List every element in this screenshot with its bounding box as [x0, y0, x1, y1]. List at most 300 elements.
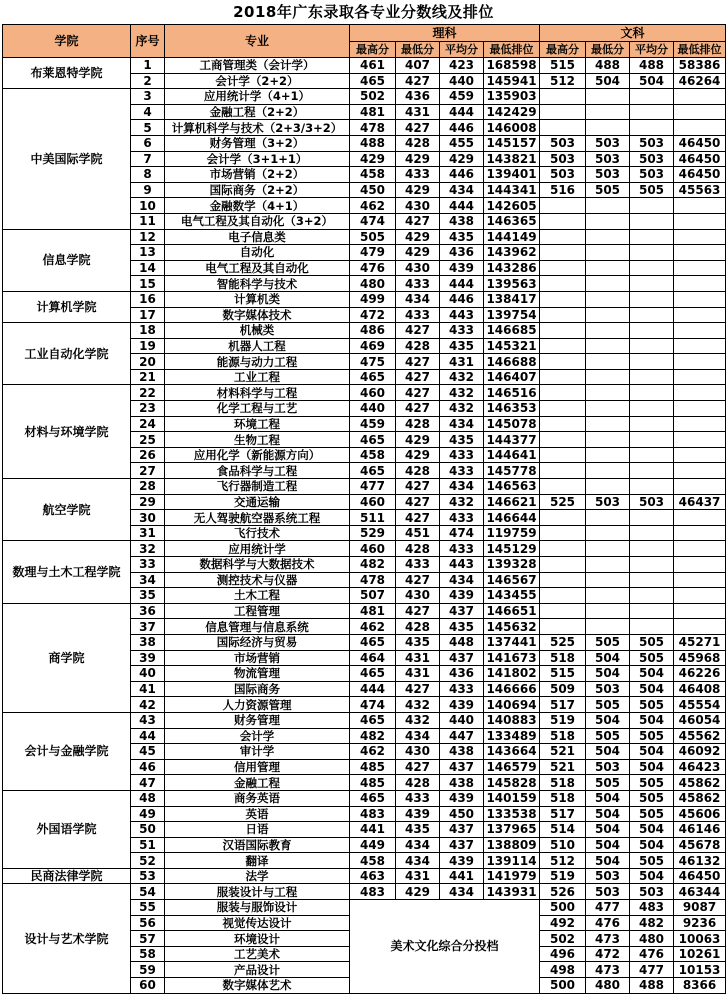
art-max-cell: 500: [540, 978, 586, 994]
sci-avg-cell: 433: [440, 447, 484, 463]
college-name: 计算机学院: [3, 291, 131, 322]
art-max-cell: 509: [540, 681, 586, 697]
art-max-cell: [540, 198, 586, 214]
art-max-cell: [540, 338, 586, 354]
art-avg-cell: 505: [630, 806, 674, 822]
seq-cell: 57: [131, 931, 165, 947]
sci-min-cell: 428: [396, 463, 440, 479]
art-min-cell: 504: [586, 650, 630, 666]
sci-max-cell: 481: [350, 603, 396, 619]
major-cell: 应用化学（新能源方向）: [165, 447, 350, 463]
art-min-cell: 504: [586, 666, 630, 682]
art-min-cell: 505: [586, 697, 630, 713]
sci-rank-cell: 143664: [484, 744, 540, 760]
sci-avg-cell: 446: [440, 167, 484, 183]
major-cell: 金融工程: [165, 775, 350, 791]
art-avg-cell: [630, 401, 674, 417]
sci-avg-cell: 437: [440, 650, 484, 666]
major-cell: 市场营销: [165, 650, 350, 666]
art-avg-cell: [630, 229, 674, 245]
sci-rank-cell: 143286: [484, 260, 540, 276]
art-max-cell: [540, 557, 586, 573]
sci-min-cell: 430: [396, 744, 440, 760]
major-cell: 飞行技术: [165, 525, 350, 541]
sci-max-cell: 481: [350, 104, 396, 120]
art-avg-cell: [630, 291, 674, 307]
table-body: [3, 58, 726, 994]
seq-cell: 2: [131, 73, 165, 89]
sci-rank-cell: 146579: [484, 759, 540, 775]
art-rank-cell: [674, 104, 726, 120]
major-cell: 汉语国际教育: [165, 837, 350, 853]
sci-rank-cell: 143821: [484, 151, 540, 167]
sci-avg-cell: 423: [440, 58, 484, 74]
art-rank-cell: 45968: [674, 650, 726, 666]
major-cell: 审计学: [165, 744, 350, 760]
art-max-cell: 517: [540, 697, 586, 713]
sci-rank-cell: 146008: [484, 120, 540, 136]
art-min-cell: 503: [586, 681, 630, 697]
college-name: 数理与土木工程学院: [3, 541, 131, 603]
college-name: 会计与金融学院: [3, 712, 131, 790]
sci-rank-cell: 145157: [484, 135, 540, 151]
header-college: 学院: [3, 25, 131, 58]
art-min-cell: [586, 447, 630, 463]
art-max-cell: 517: [540, 806, 586, 822]
art-rank-cell: [674, 307, 726, 323]
sci-min-cell: 407: [396, 58, 440, 74]
header-major: 专业: [165, 25, 350, 58]
art-max-cell: [540, 213, 586, 229]
sci-rank-cell: 145321: [484, 338, 540, 354]
sci-rank-cell: 144641: [484, 447, 540, 463]
table-row: [3, 884, 726, 900]
table-row: [3, 291, 726, 307]
seq-cell: 50: [131, 822, 165, 838]
seq-cell: 15: [131, 276, 165, 292]
art-max-cell: [540, 572, 586, 588]
art-avg-cell: [630, 572, 674, 588]
sci-avg-cell: 439: [440, 260, 484, 276]
seq-cell: 14: [131, 260, 165, 276]
art-min-cell: 504: [586, 822, 630, 838]
art-rank-cell: 46450: [674, 167, 726, 183]
sci-avg-cell: 450: [440, 806, 484, 822]
header-science: 理科: [350, 25, 540, 42]
art-rank-cell: [674, 525, 726, 541]
sci-max-cell: 461: [350, 58, 396, 74]
art-max-cell: [540, 291, 586, 307]
art-rank-cell: [674, 557, 726, 573]
seq-cell: 47: [131, 775, 165, 791]
art-avg-cell: [630, 198, 674, 214]
seq-cell: 8: [131, 167, 165, 183]
art-rank-cell: 45862: [674, 790, 726, 806]
art-rank-cell: [674, 401, 726, 417]
art-max-cell: [540, 276, 586, 292]
header-seq: 序号: [131, 25, 165, 58]
sci-rank-cell: 141673: [484, 650, 540, 666]
sci-max-cell: 480: [350, 276, 396, 292]
sci-max-cell: 474: [350, 697, 396, 713]
sci-rank-cell: 141979: [484, 868, 540, 884]
major-cell: 数字媒体技术: [165, 307, 350, 323]
art-rank-cell: 45606: [674, 806, 726, 822]
seq-cell: 30: [131, 510, 165, 526]
art-max-cell: [540, 354, 586, 370]
art-avg-cell: 483: [630, 900, 674, 916]
sci-max-cell: 482: [350, 557, 396, 573]
sci-min-cell: 427: [396, 494, 440, 510]
sci-max-cell: 465: [350, 666, 396, 682]
major-cell: 物流管理: [165, 666, 350, 682]
seq-cell: 33: [131, 557, 165, 573]
sci-rank-cell: 168598: [484, 58, 540, 74]
sci-max-cell: 488: [350, 135, 396, 151]
art-avg-cell: [630, 354, 674, 370]
sci-rank-cell: 146688: [484, 354, 540, 370]
art-min-cell: 503: [586, 868, 630, 884]
sci-min-cell: 434: [396, 853, 440, 869]
sci-min-cell: 427: [396, 401, 440, 417]
art-max-cell: [540, 104, 586, 120]
sci-min-cell: 429: [396, 447, 440, 463]
art-avg-cell: [630, 541, 674, 557]
art-max-cell: [540, 120, 586, 136]
sci-rank-cell: 145778: [484, 463, 540, 479]
sci-min-cell: 427: [396, 120, 440, 136]
sci-avg-cell: 446: [440, 291, 484, 307]
sci-rank-cell: 140694: [484, 697, 540, 713]
sci-rank-cell: 139114: [484, 853, 540, 869]
sci-max-cell: 478: [350, 572, 396, 588]
art-max-cell: 503: [540, 135, 586, 151]
art-rank-cell: [674, 463, 726, 479]
art-rank-cell: [674, 479, 726, 495]
major-cell: 计算机科学与技术（2+3/3+2）: [165, 120, 350, 136]
sci-max-cell: 477: [350, 479, 396, 495]
sci-max-cell: 478: [350, 120, 396, 136]
sci-rank-cell: 139563: [484, 276, 540, 292]
table-row: [3, 323, 726, 339]
sci-max-cell: 511: [350, 510, 396, 526]
art-avg-cell: [630, 307, 674, 323]
sci-min-cell: 432: [396, 712, 440, 728]
art-avg-cell: 503: [630, 135, 674, 151]
major-cell: 土木工程: [165, 588, 350, 604]
art-min-cell: [586, 463, 630, 479]
art-min-cell: 504: [586, 837, 630, 853]
sci-max-cell: 469: [350, 338, 396, 354]
table-row: [3, 603, 726, 619]
sci-max-cell: 485: [350, 759, 396, 775]
major-cell: 金融数学（4+1）: [165, 198, 350, 214]
art-avg-cell: 504: [630, 712, 674, 728]
art-rank-cell: [674, 447, 726, 463]
sci-avg-cell: 434: [440, 572, 484, 588]
sci-min-cell: 439: [396, 806, 440, 822]
sci-avg-cell: 438: [440, 775, 484, 791]
art-min-cell: [586, 479, 630, 495]
sci-max-cell: 483: [350, 884, 396, 900]
art-max-cell: [540, 588, 586, 604]
art-max-cell: 519: [540, 712, 586, 728]
major-cell: 电子信息类: [165, 229, 350, 245]
sci-max-cell: 462: [350, 198, 396, 214]
art-avg-cell: 488: [630, 978, 674, 994]
sci-min-cell: 435: [396, 822, 440, 838]
art-rank-cell: [674, 245, 726, 261]
art-avg-cell: 503: [630, 167, 674, 183]
art-rank-cell: 46132: [674, 853, 726, 869]
major-cell: 国际商务: [165, 681, 350, 697]
sci-min-cell: 427: [396, 73, 440, 89]
table-row: [3, 89, 726, 105]
sci-rank-cell: 146644: [484, 510, 540, 526]
art-max-cell: 518: [540, 650, 586, 666]
major-cell: 工艺美术: [165, 946, 350, 962]
art-rank-cell: [674, 276, 726, 292]
art-avg-cell: [630, 120, 674, 136]
art-avg-cell: 505: [630, 634, 674, 650]
sci-avg-cell: 437: [440, 837, 484, 853]
art-avg-cell: 504: [630, 666, 674, 682]
major-cell: 会计学: [165, 728, 350, 744]
art-avg-cell: [630, 479, 674, 495]
sci-min-cell: 429: [396, 182, 440, 198]
art-max-cell: 515: [540, 666, 586, 682]
sci-max-cell: 462: [350, 619, 396, 635]
sci-rank-cell: 144341: [484, 182, 540, 198]
sci-rank-cell: 138417: [484, 291, 540, 307]
art-rank-cell: [674, 619, 726, 635]
college-name: 中美国际学院: [3, 89, 131, 229]
college-name: 民商法律学院: [3, 868, 131, 884]
header-sci-max: 最高分: [350, 42, 396, 58]
art-rank-cell: 46054: [674, 712, 726, 728]
sci-rank-cell: 137441: [484, 634, 540, 650]
art-min-cell: [586, 260, 630, 276]
art-rank-cell: [674, 260, 726, 276]
seq-cell: 22: [131, 385, 165, 401]
art-max-cell: [540, 603, 586, 619]
art-min-cell: 505: [586, 728, 630, 744]
art-avg-cell: [630, 510, 674, 526]
art-rank-cell: [674, 541, 726, 557]
major-cell: 工业工程: [165, 369, 350, 385]
sci-max-cell: 483: [350, 806, 396, 822]
art-max-cell: [540, 619, 586, 635]
art-rank-cell: 45563: [674, 182, 726, 198]
art-rank-cell: 45678: [674, 837, 726, 853]
art-min-cell: [586, 89, 630, 105]
seq-cell: 10: [131, 198, 165, 214]
seq-cell: 16: [131, 291, 165, 307]
major-cell: 数据科学与大数据技术: [165, 557, 350, 573]
art-max-cell: [540, 510, 586, 526]
sci-min-cell: 428: [396, 416, 440, 432]
art-avg-cell: [630, 276, 674, 292]
sci-min-cell: 429: [396, 229, 440, 245]
major-cell: 化学工程与工艺: [165, 401, 350, 417]
art-avg-cell: 504: [630, 759, 674, 775]
header-art-max: 最高分: [540, 42, 586, 58]
art-max-cell: [540, 260, 586, 276]
college-name: 工业自动化学院: [3, 323, 131, 385]
sci-max-cell: 440: [350, 401, 396, 417]
sci-rank-cell: 144149: [484, 229, 540, 245]
art-max-cell: 503: [540, 151, 586, 167]
major-cell: 会计学（3+1+1）: [165, 151, 350, 167]
art-min-cell: 503: [586, 494, 630, 510]
art-max-cell: 512: [540, 73, 586, 89]
seq-cell: 20: [131, 354, 165, 370]
art-avg-cell: 505: [630, 697, 674, 713]
art-min-cell: [586, 541, 630, 557]
header-sci-min: 最低分: [396, 42, 440, 58]
sci-max-cell: 462: [350, 744, 396, 760]
sci-rank-cell: 146407: [484, 369, 540, 385]
sci-avg-cell: 437: [440, 603, 484, 619]
art-rank-cell: [674, 385, 726, 401]
college-name: 商学院: [3, 603, 131, 712]
sci-min-cell: 432: [396, 697, 440, 713]
sci-max-cell: 505: [350, 229, 396, 245]
seq-cell: 53: [131, 868, 165, 884]
sci-rank-cell: 145078: [484, 416, 540, 432]
sci-avg-cell: 432: [440, 369, 484, 385]
art-max-cell: 514: [540, 822, 586, 838]
sci-min-cell: 428: [396, 541, 440, 557]
art-max-cell: [540, 369, 586, 385]
major-cell: 信息管理与信息系统: [165, 619, 350, 635]
sci-min-cell: 427: [396, 385, 440, 401]
sci-avg-cell: 439: [440, 588, 484, 604]
sci-min-cell: 427: [396, 479, 440, 495]
sci-avg-cell: 433: [440, 541, 484, 557]
seq-cell: 49: [131, 806, 165, 822]
art-min-cell: [586, 401, 630, 417]
art-min-cell: [586, 572, 630, 588]
seq-cell: 11: [131, 213, 165, 229]
sci-max-cell: 486: [350, 323, 396, 339]
sci-min-cell: 427: [396, 759, 440, 775]
sci-avg-cell: 440: [440, 712, 484, 728]
sci-rank-cell: 146666: [484, 681, 540, 697]
seq-cell: 25: [131, 432, 165, 448]
header-sci-rank: 最低排位: [484, 42, 540, 58]
art-avg-cell: [630, 619, 674, 635]
art-min-cell: [586, 385, 630, 401]
sci-max-cell: 465: [350, 73, 396, 89]
sci-avg-cell: 437: [440, 822, 484, 838]
sci-avg-cell: 439: [440, 853, 484, 869]
art-rank-cell: 8366: [674, 978, 726, 994]
art-min-cell: [586, 291, 630, 307]
art-rank-cell: [674, 510, 726, 526]
seq-cell: 19: [131, 338, 165, 354]
sci-avg-cell: 434: [440, 884, 484, 900]
art-rank-cell: 46423: [674, 759, 726, 775]
sci-max-cell: 458: [350, 447, 396, 463]
sci-min-cell: 427: [396, 323, 440, 339]
art-min-cell: [586, 338, 630, 354]
sci-rank-cell: 143455: [484, 588, 540, 604]
seq-cell: 21: [131, 369, 165, 385]
sci-min-cell: 434: [396, 728, 440, 744]
art-rank-cell: 46264: [674, 73, 726, 89]
seq-cell: 3: [131, 89, 165, 105]
sci-min-cell: 434: [396, 291, 440, 307]
art-avg-cell: [630, 557, 674, 573]
sci-max-cell: 465: [350, 369, 396, 385]
art-avg-cell: 505: [630, 650, 674, 666]
major-cell: 电气工程及其自动化: [165, 260, 350, 276]
major-cell: 测控技术与仪器: [165, 572, 350, 588]
major-cell: 国际商务（2+2）: [165, 182, 350, 198]
seq-cell: 38: [131, 634, 165, 650]
seq-cell: 29: [131, 494, 165, 510]
major-cell: 工程管理: [165, 603, 350, 619]
art-rank-cell: [674, 291, 726, 307]
seq-cell: 46: [131, 759, 165, 775]
art-min-cell: [586, 619, 630, 635]
seq-cell: 23: [131, 401, 165, 417]
sci-rank-cell: 145941: [484, 73, 540, 89]
major-cell: 工商管理类（会计学）: [165, 58, 350, 74]
art-max-cell: 526: [540, 884, 586, 900]
sci-rank-cell: 142429: [484, 104, 540, 120]
sci-min-cell: 427: [396, 354, 440, 370]
art-max-cell: 498: [540, 962, 586, 978]
college-name: 设计与艺术学院: [3, 884, 131, 993]
art-max-cell: 518: [540, 728, 586, 744]
table-row: [3, 58, 726, 74]
seq-cell: 55: [131, 900, 165, 916]
seq-cell: 52: [131, 853, 165, 869]
header-art-avg: 平均分: [630, 42, 674, 58]
art-min-cell: [586, 198, 630, 214]
art-avg-cell: 476: [630, 946, 674, 962]
seq-cell: 6: [131, 135, 165, 151]
sci-rank-cell: 146365: [484, 213, 540, 229]
art-rank-cell: 10063: [674, 931, 726, 947]
sci-rank-cell: 146563: [484, 479, 540, 495]
art-min-cell: [586, 104, 630, 120]
sci-max-cell: 444: [350, 681, 396, 697]
art-min-cell: 477: [586, 900, 630, 916]
college-name: 材料与环境学院: [3, 385, 131, 479]
art-min-cell: [586, 603, 630, 619]
sci-min-cell: 428: [396, 338, 440, 354]
seq-cell: 31: [131, 525, 165, 541]
sci-max-cell: 441: [350, 822, 396, 838]
sci-avg-cell: 434: [440, 182, 484, 198]
sci-avg-cell: 438: [440, 744, 484, 760]
table-row: [3, 541, 726, 557]
sci-avg-cell: 432: [440, 494, 484, 510]
sci-rank-cell: 142605: [484, 198, 540, 214]
sci-rank-cell: 143931: [484, 884, 540, 900]
sci-max-cell: 474: [350, 213, 396, 229]
sci-avg-cell: 455: [440, 135, 484, 151]
seq-cell: 36: [131, 603, 165, 619]
art-avg-cell: [630, 104, 674, 120]
sci-avg-cell: 433: [440, 681, 484, 697]
sci-max-cell: 465: [350, 712, 396, 728]
art-max-cell: 525: [540, 634, 586, 650]
sci-min-cell: 427: [396, 681, 440, 697]
